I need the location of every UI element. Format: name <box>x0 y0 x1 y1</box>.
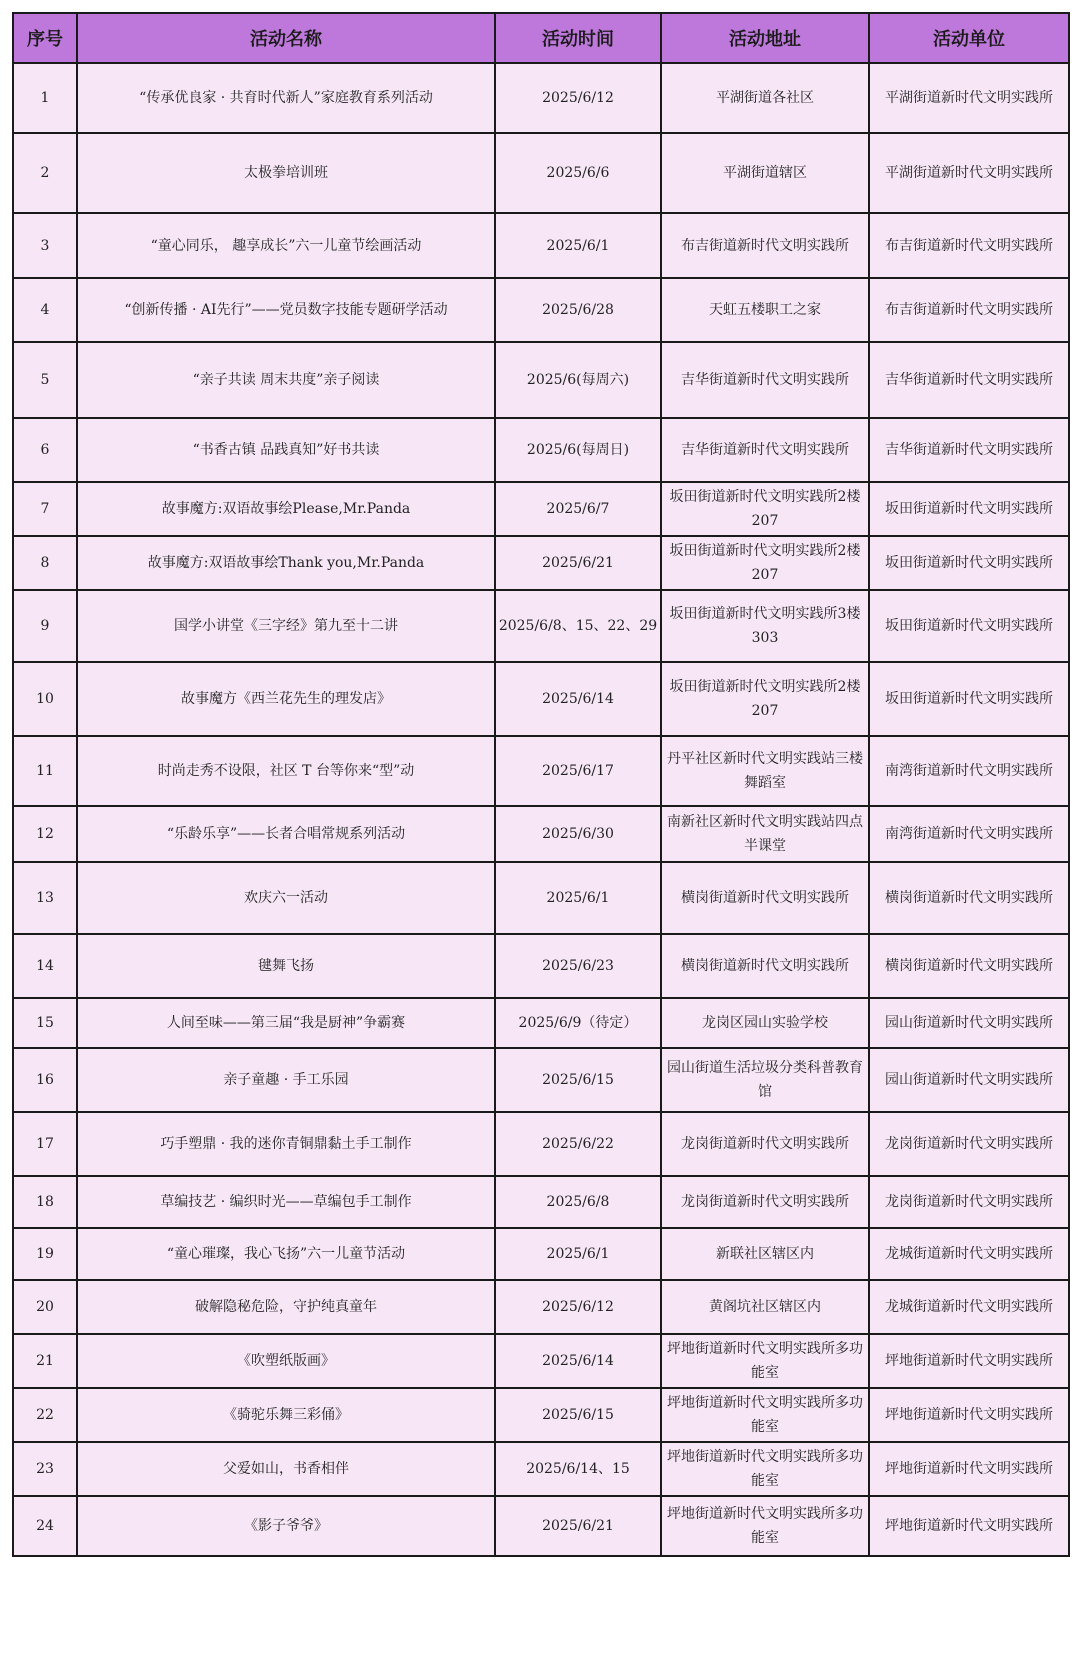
cell-activity-time: 2025/6/8 <box>495 1176 661 1228</box>
cell-activity-name: “乐龄乐享”——长者合唱常规系列活动 <box>77 806 495 862</box>
table-body <box>13 63 1069 1556</box>
cell-activity-name: “书香古镇 品践真知”好书共读 <box>77 418 495 482</box>
cell-activity-unit: 南湾街道新时代文明实践所 <box>869 736 1069 806</box>
header-time: 活动时间 <box>495 13 661 63</box>
cell-no: 18 <box>13 1176 77 1228</box>
cell-activity-name: “童心璀璨，我心飞扬”六一儿童节活动 <box>77 1228 495 1280</box>
cell-activity-name: “亲子共读 周末共度”亲子阅读 <box>77 342 495 418</box>
table-row <box>13 590 1069 662</box>
cell-activity-name: 《影子爷爷》 <box>77 1496 495 1556</box>
cell-activity-address: 坂田街道新时代文明实践所3楼303 <box>661 590 869 662</box>
cell-activity-name: “童心同乐， 趣享成长”六一儿童节绘画活动 <box>77 213 495 278</box>
cell-activity-name: 巧手塑鼎 · 我的迷你青铜鼎黏土手工制作 <box>77 1112 495 1176</box>
cell-activity-address: 坪地街道新时代文明实践所多功能室 <box>661 1334 869 1388</box>
cell-activity-unit: 龙城街道新时代文明实践所 <box>869 1280 1069 1334</box>
cell-activity-address: 天虹五楼职工之家 <box>661 278 869 342</box>
cell-activity-address: 吉华街道新时代文明实践所 <box>661 342 869 418</box>
cell-activity-address: 吉华街道新时代文明实践所 <box>661 418 869 482</box>
table-row <box>13 1496 1069 1556</box>
cell-activity-time: 2025/6/30 <box>495 806 661 862</box>
cell-activity-address: 丹平社区新时代文明实践站三楼舞蹈室 <box>661 736 869 806</box>
cell-activity-address: 坂田街道新时代文明实践所2楼207 <box>661 536 869 590</box>
cell-no: 21 <box>13 1334 77 1388</box>
cell-activity-time: 2025/6/15 <box>495 1048 661 1112</box>
cell-no: 8 <box>13 536 77 590</box>
cell-no: 11 <box>13 736 77 806</box>
cell-activity-time: 2025/6/6 <box>495 133 661 213</box>
cell-activity-time: 2025/6(每周日) <box>495 418 661 482</box>
cell-no: 14 <box>13 934 77 998</box>
cell-activity-name: 太极拳培训班 <box>77 133 495 213</box>
cell-activity-unit: 吉华街道新时代文明实践所 <box>869 342 1069 418</box>
cell-activity-unit: 坂田街道新时代文明实践所 <box>869 662 1069 736</box>
cell-activity-unit: 吉华街道新时代文明实践所 <box>869 418 1069 482</box>
cell-activity-name: 《吹塑纸版画》 <box>77 1334 495 1388</box>
table-row <box>13 1388 1069 1442</box>
cell-activity-unit: 布吉街道新时代文明实践所 <box>869 278 1069 342</box>
cell-activity-time: 2025/6/14 <box>495 1334 661 1388</box>
table-row <box>13 342 1069 418</box>
cell-activity-unit: 横岗街道新时代文明实践所 <box>869 934 1069 998</box>
cell-activity-address: 坪地街道新时代文明实践所多功能室 <box>661 1496 869 1556</box>
table-row <box>13 1228 1069 1280</box>
cell-activity-time: 2025/6(每周六) <box>495 342 661 418</box>
header-row <box>13 13 1069 63</box>
cell-activity-name: “创新传播 · AI先行”——党员数字技能专题研学活动 <box>77 278 495 342</box>
cell-activity-unit: 坪地街道新时代文明实践所 <box>869 1496 1069 1556</box>
cell-activity-address: 龙岗区园山实验学校 <box>661 998 869 1048</box>
cell-activity-address: 黄阁坑社区辖区内 <box>661 1280 869 1334</box>
cell-activity-unit: 南湾街道新时代文明实践所 <box>869 806 1069 862</box>
cell-no: 5 <box>13 342 77 418</box>
cell-activity-address: 坪地街道新时代文明实践所多功能室 <box>661 1442 869 1496</box>
cell-activity-time: 2025/6/21 <box>495 1496 661 1556</box>
cell-activity-time: 2025/6/12 <box>495 63 661 133</box>
cell-activity-name: 时尚走秀不设限，社区 T 台等你来“型”动 <box>77 736 495 806</box>
cell-no: 20 <box>13 1280 77 1334</box>
cell-activity-name: “传承优良家 · 共育时代新人”家庭教育系列活动 <box>77 63 495 133</box>
cell-no: 17 <box>13 1112 77 1176</box>
cell-activity-time: 2025/6/1 <box>495 862 661 934</box>
table-row <box>13 536 1069 590</box>
cell-activity-time: 2025/6/28 <box>495 278 661 342</box>
cell-activity-unit: 平湖街道新时代文明实践所 <box>869 63 1069 133</box>
table-row <box>13 133 1069 213</box>
cell-no: 16 <box>13 1048 77 1112</box>
cell-activity-name: 故事魔方:双语故事绘Please,Mr.Panda <box>77 482 495 536</box>
cell-activity-time: 2025/6/14、15 <box>495 1442 661 1496</box>
cell-activity-unit: 龙城街道新时代文明实践所 <box>869 1228 1069 1280</box>
cell-activity-address: 横岗街道新时代文明实践所 <box>661 862 869 934</box>
cell-activity-address: 新联社区辖区内 <box>661 1228 869 1280</box>
cell-activity-time: 2025/6/8、15、22、29 <box>495 590 661 662</box>
cell-activity-time: 2025/6/21 <box>495 536 661 590</box>
cell-activity-time: 2025/6/9（待定） <box>495 998 661 1048</box>
cell-activity-time: 2025/6/17 <box>495 736 661 806</box>
cell-activity-unit: 龙岗街道新时代文明实践所 <box>869 1176 1069 1228</box>
cell-no: 4 <box>13 278 77 342</box>
cell-activity-name: 《骑驼乐舞三彩俑》 <box>77 1388 495 1442</box>
cell-activity-address: 坂田街道新时代文明实践所2楼207 <box>661 482 869 536</box>
activity-table <box>12 12 1070 1557</box>
activity-table-container <box>12 12 1068 1557</box>
cell-no: 6 <box>13 418 77 482</box>
table-row <box>13 934 1069 998</box>
cell-activity-name: 草编技艺 · 编织时光——草编包手工制作 <box>77 1176 495 1228</box>
cell-activity-address: 龙岗街道新时代文明实践所 <box>661 1112 869 1176</box>
cell-no: 19 <box>13 1228 77 1280</box>
cell-activity-name: 欢庆六一活动 <box>77 862 495 934</box>
cell-activity-name: 毽舞飞扬 <box>77 934 495 998</box>
cell-activity-address: 平湖街道辖区 <box>661 133 869 213</box>
header-name: 活动名称 <box>77 13 495 63</box>
table-row <box>13 1334 1069 1388</box>
table-row <box>13 736 1069 806</box>
cell-activity-unit: 布吉街道新时代文明实践所 <box>869 213 1069 278</box>
cell-activity-name: 人间至味——第三届“我是厨神”争霸赛 <box>77 998 495 1048</box>
header-no: 序号 <box>13 13 77 63</box>
cell-no: 23 <box>13 1442 77 1496</box>
cell-activity-time: 2025/6/22 <box>495 1112 661 1176</box>
cell-activity-name: 国学小讲堂《三字经》第九至十二讲 <box>77 590 495 662</box>
table-row <box>13 482 1069 536</box>
cell-activity-address: 坂田街道新时代文明实践所2楼207 <box>661 662 869 736</box>
table-row <box>13 662 1069 736</box>
cell-activity-time: 2025/6/1 <box>495 213 661 278</box>
table-row <box>13 63 1069 133</box>
table-row <box>13 1048 1069 1112</box>
cell-activity-unit: 园山街道新时代文明实践所 <box>869 1048 1069 1112</box>
table-row <box>13 1176 1069 1228</box>
table-row <box>13 1280 1069 1334</box>
header-unit: 活动单位 <box>869 13 1069 63</box>
table-row <box>13 213 1069 278</box>
table-row <box>13 1442 1069 1496</box>
cell-activity-time: 2025/6/12 <box>495 1280 661 1334</box>
cell-no: 24 <box>13 1496 77 1556</box>
cell-activity-unit: 平湖街道新时代文明实践所 <box>869 133 1069 213</box>
cell-activity-unit: 横岗街道新时代文明实践所 <box>869 862 1069 934</box>
table-row <box>13 1112 1069 1176</box>
cell-no: 22 <box>13 1388 77 1442</box>
table-row <box>13 278 1069 342</box>
cell-activity-unit: 坂田街道新时代文明实践所 <box>869 590 1069 662</box>
table-row <box>13 806 1069 862</box>
cell-no: 9 <box>13 590 77 662</box>
cell-activity-address: 横岗街道新时代文明实践所 <box>661 934 869 998</box>
cell-activity-name: 父爱如山，书香相伴 <box>77 1442 495 1496</box>
cell-activity-name: 故事魔方:双语故事绘Thank you,Mr.Panda <box>77 536 495 590</box>
cell-activity-address: 南新社区新时代文明实践站四点半课堂 <box>661 806 869 862</box>
cell-activity-address: 平湖街道各社区 <box>661 63 869 133</box>
cell-activity-address: 龙岗街道新时代文明实践所 <box>661 1176 869 1228</box>
table-row <box>13 862 1069 934</box>
cell-activity-address: 布吉街道新时代文明实践所 <box>661 213 869 278</box>
cell-no: 7 <box>13 482 77 536</box>
table-row <box>13 998 1069 1048</box>
table-row <box>13 418 1069 482</box>
cell-no: 15 <box>13 998 77 1048</box>
cell-no: 13 <box>13 862 77 934</box>
cell-activity-unit: 坂田街道新时代文明实践所 <box>869 536 1069 590</box>
header-address: 活动地址 <box>661 13 869 63</box>
cell-activity-name: 亲子童趣 · 手工乐园 <box>77 1048 495 1112</box>
cell-activity-unit: 龙岗街道新时代文明实践所 <box>869 1112 1069 1176</box>
cell-activity-time: 2025/6/23 <box>495 934 661 998</box>
cell-activity-address: 园山街道生活垃圾分类科普教育馆 <box>661 1048 869 1112</box>
cell-no: 10 <box>13 662 77 736</box>
cell-activity-time: 2025/6/14 <box>495 662 661 736</box>
cell-no: 12 <box>13 806 77 862</box>
cell-activity-unit: 坪地街道新时代文明实践所 <box>869 1334 1069 1388</box>
cell-activity-name: 故事魔方《西兰花先生的理发店》 <box>77 662 495 736</box>
cell-activity-unit: 坪地街道新时代文明实践所 <box>869 1388 1069 1442</box>
cell-no: 1 <box>13 63 77 133</box>
cell-no: 3 <box>13 213 77 278</box>
cell-activity-unit: 园山街道新时代文明实践所 <box>869 998 1069 1048</box>
cell-activity-unit: 坪地街道新时代文明实践所 <box>869 1442 1069 1496</box>
cell-activity-time: 2025/6/1 <box>495 1228 661 1280</box>
cell-activity-name: 破解隐秘危险，守护纯真童年 <box>77 1280 495 1334</box>
cell-no: 2 <box>13 133 77 213</box>
cell-activity-address: 坪地街道新时代文明实践所多功能室 <box>661 1388 869 1442</box>
cell-activity-unit: 坂田街道新时代文明实践所 <box>869 482 1069 536</box>
cell-activity-time: 2025/6/15 <box>495 1388 661 1442</box>
cell-activity-time: 2025/6/7 <box>495 482 661 536</box>
